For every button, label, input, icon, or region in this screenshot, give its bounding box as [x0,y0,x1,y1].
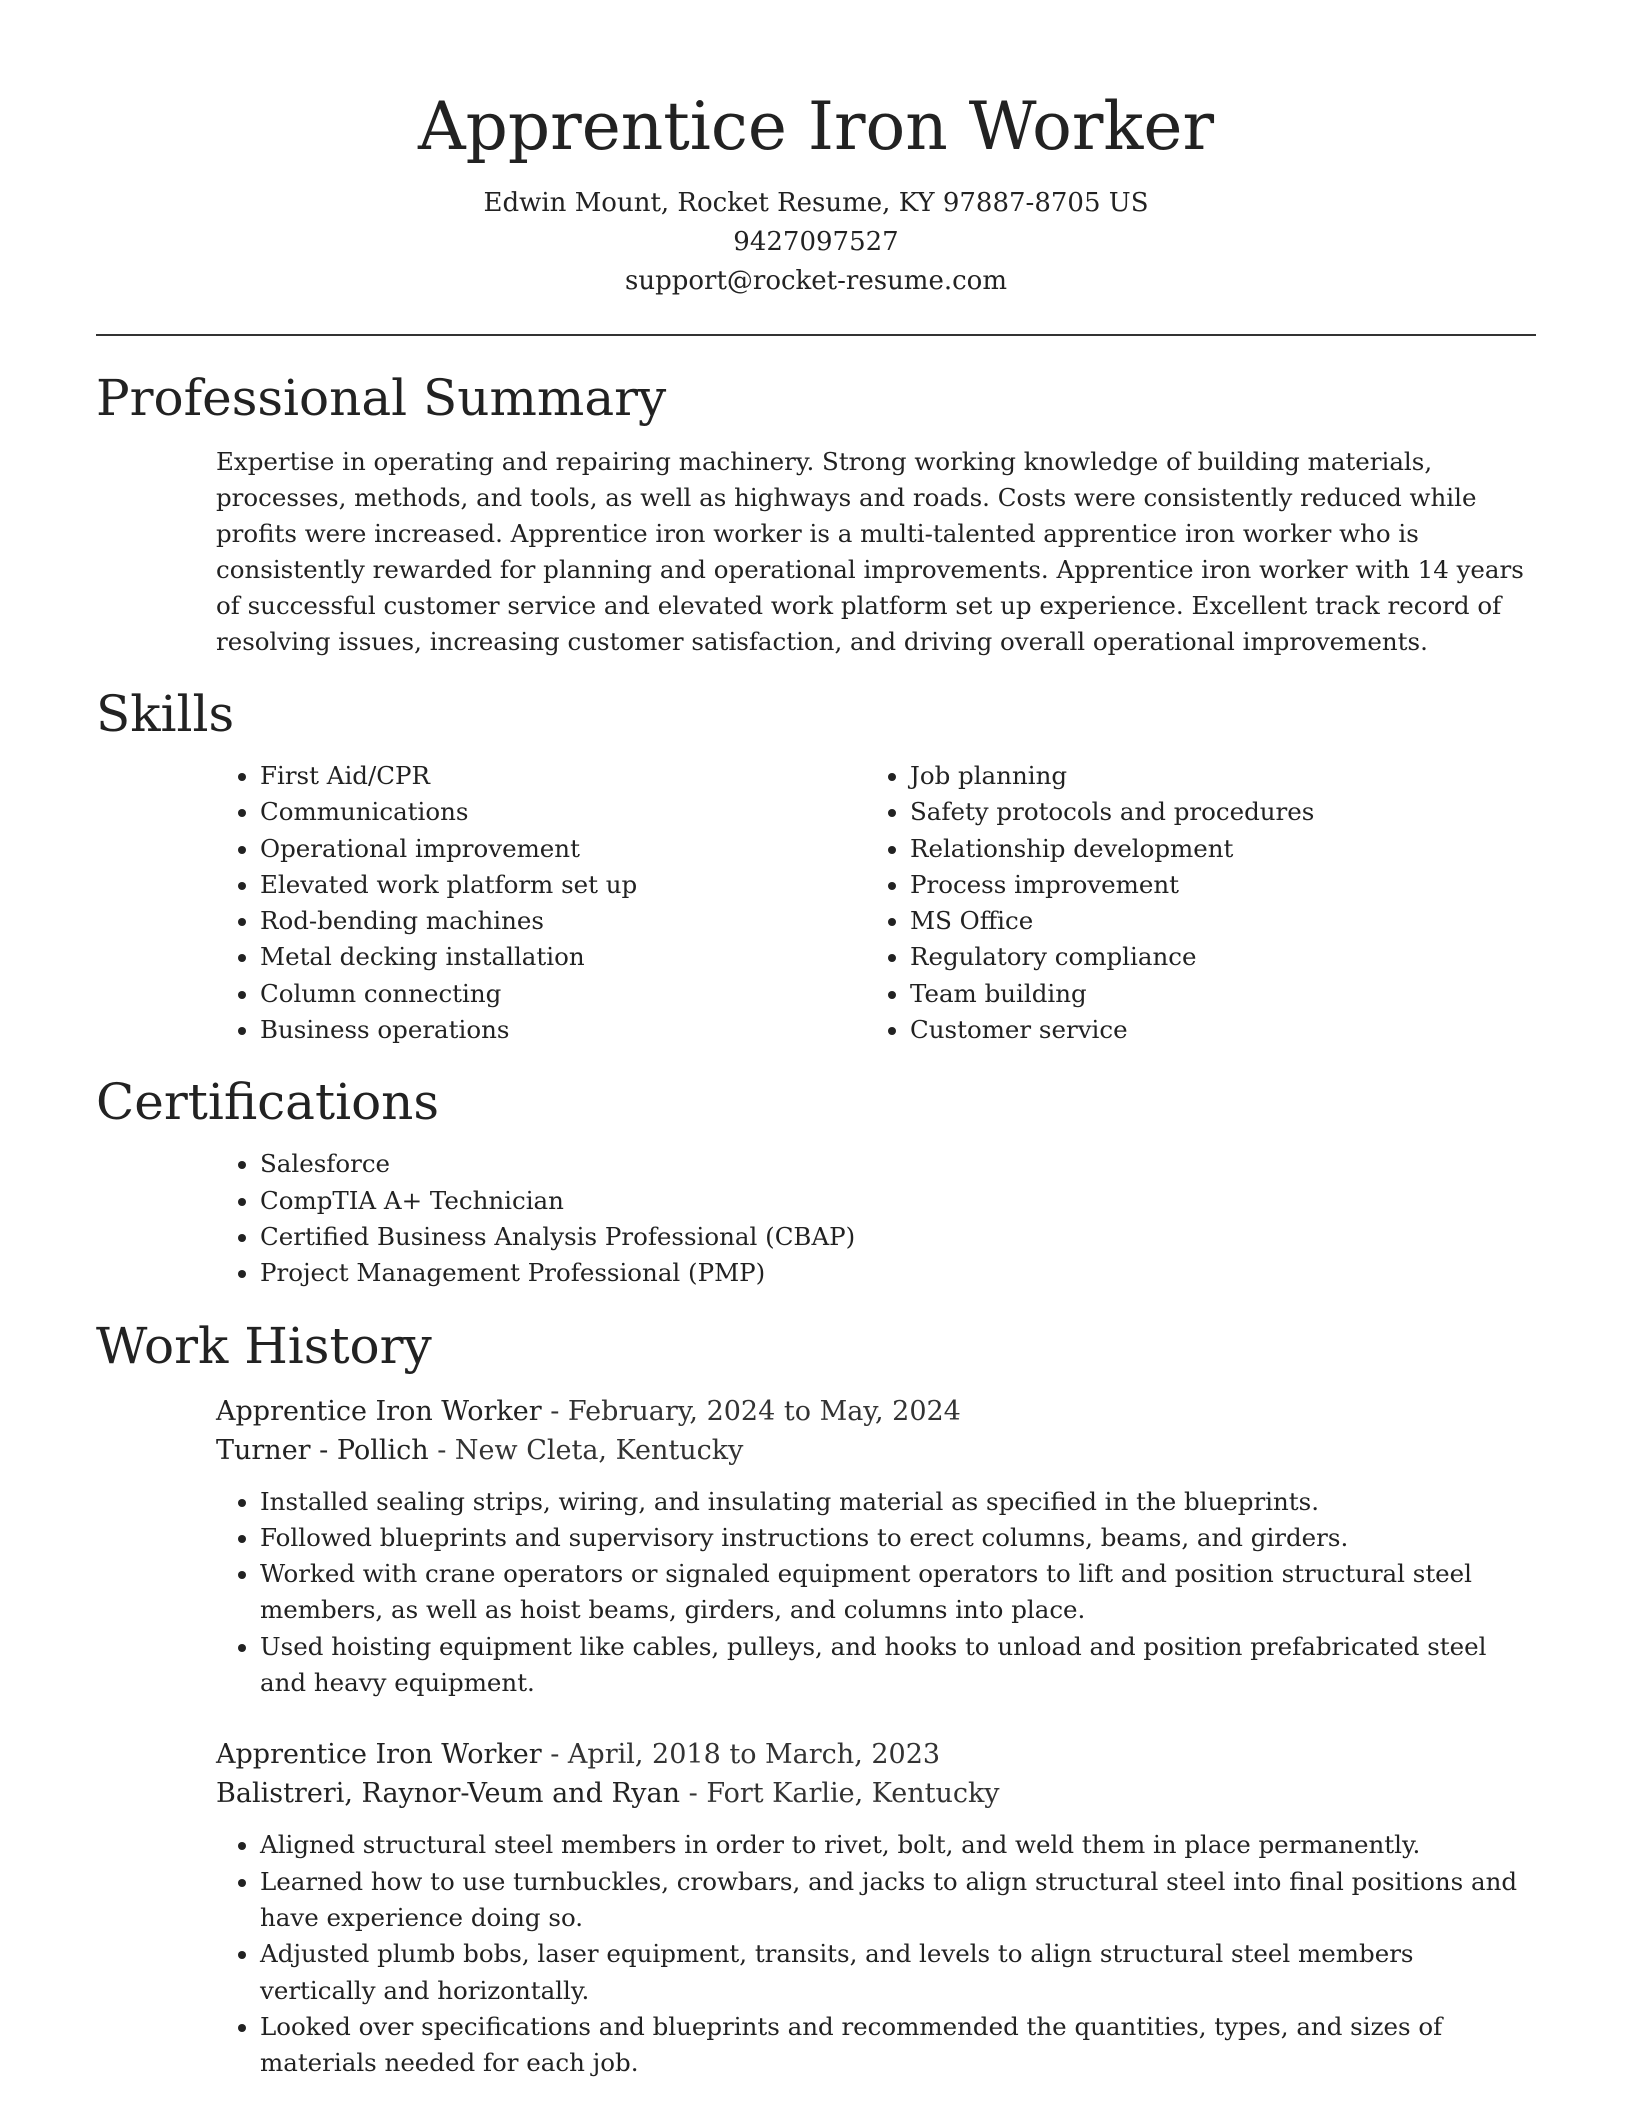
job-dates: - April, 2018 to March, 2023 [541,1739,941,1771]
skill-item: • Team building [910,976,1314,1012]
job-dates: - February, 2024 to May, 2024 [541,1395,961,1427]
job-title-line [216,1392,1536,1431]
duty-item: • Followed blueprints and supervisory instructions to erect columns, beams, and girders. [260,1520,1536,1556]
skill-item: • Relationship development [910,831,1314,867]
job-company: Balistreri, Raynor-Veum and Ryan [216,1778,681,1810]
job-duties-list [96,1827,1536,2081]
job-header [216,1735,1536,1813]
skill-item: • Column connecting [260,976,910,1012]
skill-item: • Rod-bending machines [260,903,910,939]
skill-item: • Regulatory compliance [910,939,1314,975]
duty-item: • Worked with crane operators or signaled equipment operators to lift and position structural steel members, as well as hoist beams, girders, and columns into place. [260,1556,1536,1629]
duty-item: • Used hoisting equipment like cables, pulleys, and hooks to unload and position prefabricated steel and heavy equipment. [260,1629,1536,1702]
duty-item: • Looked over specifications and blueprints and recommended the quantities, types, and sizes of materials needed for each job. [260,2009,1536,2082]
contact-info [96,184,1536,301]
work-history-heading: Work History [96,1316,432,1375]
skills-list-left [96,758,910,1048]
certification-item: • Salesforce [260,1146,1536,1182]
skill-item: • Operational improvement [260,831,910,867]
job-role: Apprentice Iron Worker [216,1395,542,1427]
job-company-line [216,1431,1536,1470]
skill-item: • Process improvement [910,867,1314,903]
address-text: Edwin Mount, Rocket Resume, KY 97887-8705 US [483,188,1149,218]
certification-item: • CompTIA A+ Technician [260,1183,1536,1219]
job-header [216,1392,1536,1470]
duty-item: • Adjusted plumb bobs, laser equipment, transits, and levels to align structural steel members vertically and horizontally. [260,1936,1536,2009]
skills-columns [96,758,1536,1048]
certifications-list [96,1146,1536,1291]
skill-item: • Metal decking installation [260,939,910,975]
skill-item: • First Aid/CPR [260,758,910,794]
skill-item: • Job planning [910,758,1314,794]
skill-item: • Safety protocols and procedures [910,794,1314,830]
duty-item: • Installed sealing strips, wiring, and insulating material as specified in the blueprints. [260,1484,1536,1520]
job-location: - New Cleta, Kentucky [428,1434,744,1466]
job-company: Turner - Pollich [216,1434,429,1466]
job-title-line [216,1735,1536,1774]
certifications-heading: Certifications [96,1073,440,1132]
phone-text: 9427097527 [733,227,899,257]
duty-item: • Aligned structural steel members in order to rivet, bolt, and weld them in place permanently. [260,1827,1536,1863]
job-location: - Fort Karlie, Kentucky [680,1778,1000,1810]
email-text: support@rocket-resume.com [624,266,1007,296]
resume-header [96,0,1536,301]
skills-list-right [910,758,1314,1048]
summary-text: Expertise in operating and repairing machinery. Strong working knowledge of building materials, processes, methods, and tools, as well as highways and roads. Costs were consistently reduced while profits were increased. Apprentice iron worker is a multi-talented apprentice iron worker who is consistently rewarded for planning and operational improvements. Apprentice iron worker with 14 years of successful customer service and elevated work platform set up experience. Excellent track record of resolving issues, increasing customer satisfaction, and driving overall operational improvements. [216,447,1524,656]
certification-item: • Project Management Professional (PMP) [260,1255,1536,1291]
skill-item: • Business operations [260,1012,910,1048]
skill-item: • Customer service [910,1012,1314,1048]
summary-heading: Professional Summary [96,369,667,427]
certification-item: • Certified Business Analysis Professional (CBAP) [260,1219,1536,1255]
skill-item: • Elevated work platform set up [260,867,910,903]
candidate-title: Apprentice Iron Worker [418,88,1214,165]
skill-item: • Communications [260,794,910,830]
job-role: Apprentice Iron Worker [216,1739,542,1771]
skill-item: • MS Office [910,903,1314,939]
duty-item: • Learned how to use turnbuckles, crowbars, and jacks to align structural steel into final positions and have experience doing so. [260,1864,1536,1937]
job-duties-list [96,1484,1536,1702]
resume-page [96,0,1536,2081]
job-company-line [216,1774,1536,1813]
job-entry [96,1735,1536,2081]
header-divider [96,334,1536,336]
skills-heading: Skills [96,685,235,743]
job-entry [96,1392,1536,1702]
